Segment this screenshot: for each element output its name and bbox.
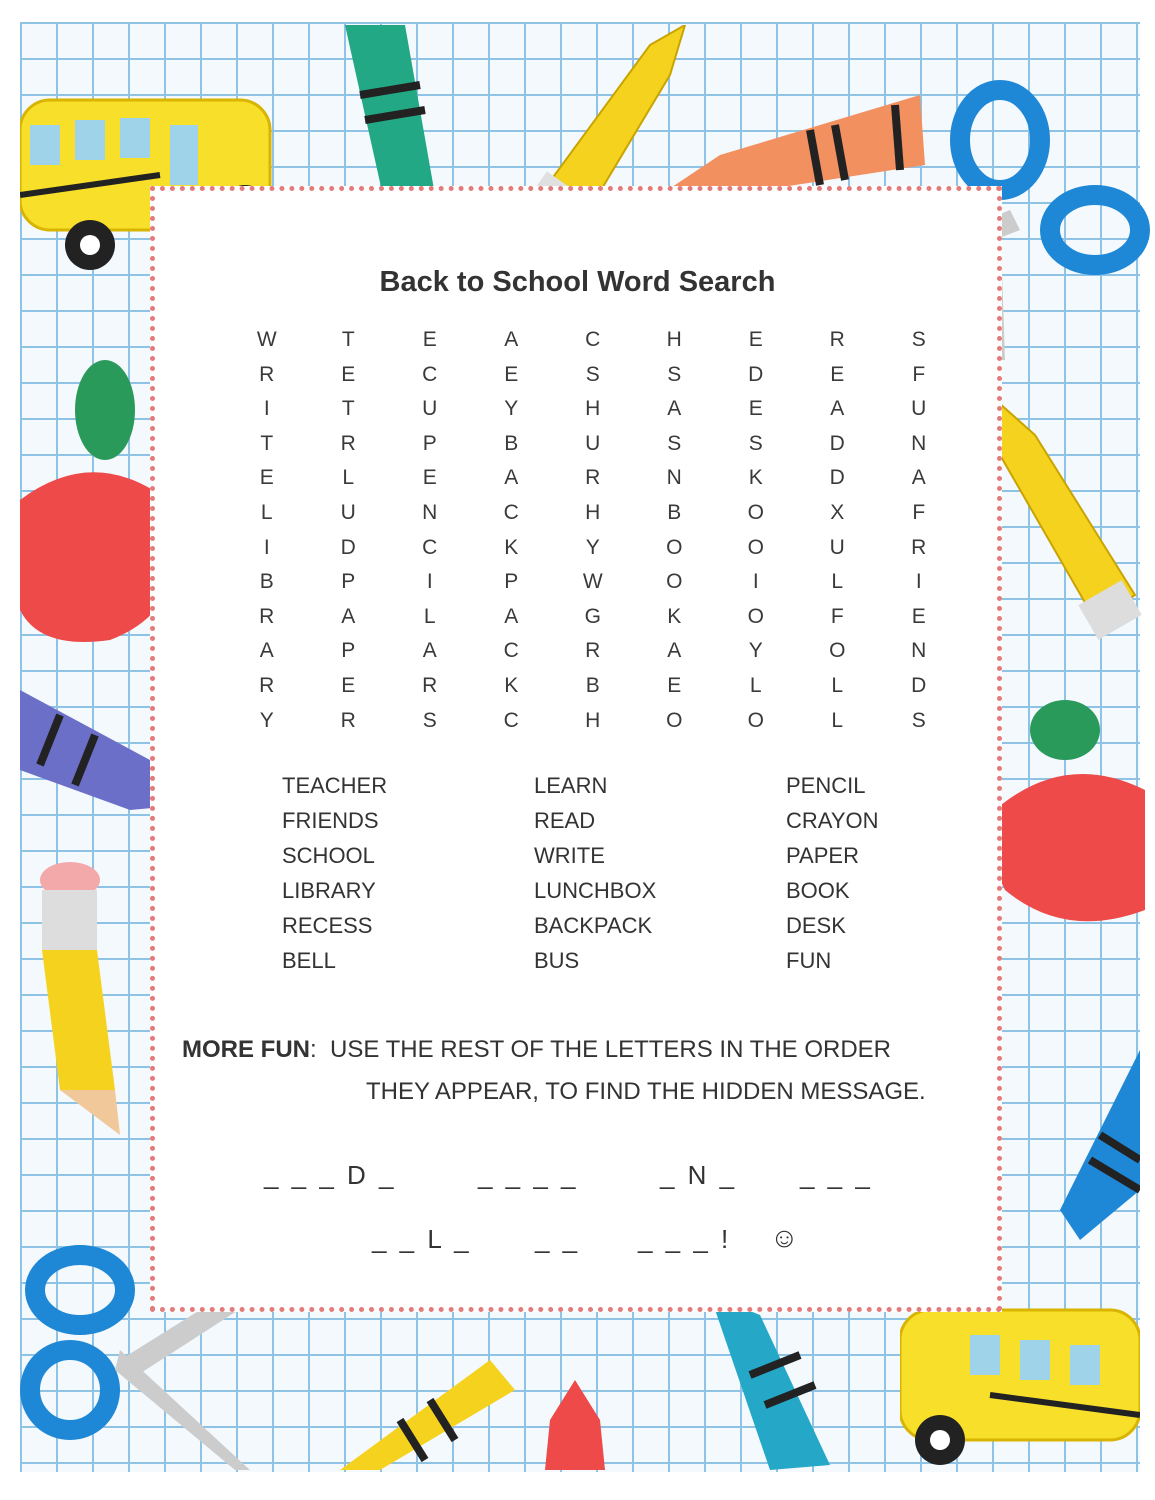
grid-letter: R <box>259 362 275 386</box>
grid-letter: N <box>666 466 682 490</box>
grid-letter: I <box>263 397 270 421</box>
grid-letter: D <box>748 362 764 386</box>
word-item: CRAYON <box>786 808 879 833</box>
grid-letter: U <box>911 397 927 421</box>
grid-letter: H <box>585 708 601 732</box>
grid-letter: D <box>911 673 927 697</box>
grid-letter: O <box>666 708 683 732</box>
word-item: LUNCHBOX <box>534 878 657 903</box>
grid-letter: R <box>340 708 356 732</box>
crayon-blue-illustration <box>1040 1050 1140 1240</box>
more-fun-label: MORE FUN <box>182 1036 310 1063</box>
word-list-column-2 <box>534 768 656 978</box>
grid-letter: T <box>341 328 355 351</box>
grid-letter: P <box>341 570 356 594</box>
grid-letter: A <box>667 639 682 663</box>
grid-letter: O <box>829 639 846 663</box>
grid-letter: A <box>259 639 274 663</box>
smiley-icon: ☺ <box>770 1222 802 1253</box>
grid-letter: K <box>748 466 763 490</box>
crayon-red-illustration <box>540 1380 610 1470</box>
word-item: PENCIL <box>786 773 866 798</box>
word-item: READ <box>534 808 596 833</box>
grid-letter: O <box>666 570 683 594</box>
word-item: RECESS <box>282 913 373 938</box>
grid-letter: A <box>911 466 926 490</box>
message-word-5: _ _ L _ <box>372 1224 472 1254</box>
message-word-2: _ _ _ _ <box>478 1160 579 1190</box>
grid-letter: E <box>504 362 519 386</box>
word-item: DESK <box>786 913 846 938</box>
grid-letter: U <box>422 397 438 421</box>
grid-letter: S <box>667 362 682 386</box>
grid-letter: E <box>830 362 845 386</box>
grid-letter: R <box>829 328 845 351</box>
grid-letter: A <box>830 397 845 421</box>
grid-letter: L <box>831 673 844 697</box>
message-word-1: _ _ _ D _ <box>264 1160 397 1190</box>
grid-letter: W <box>582 570 603 594</box>
crayon-teal-illustration <box>710 1295 830 1470</box>
word-item: BOOK <box>786 878 850 903</box>
grid-letter: P <box>422 431 437 455</box>
message-word-4: _ _ _ <box>800 1160 873 1190</box>
grid-letter: R <box>911 535 927 559</box>
grid-letter: N <box>911 639 927 663</box>
grid-letter: Y <box>259 708 274 732</box>
word-list-column-3 <box>786 768 879 978</box>
grid-letter: R <box>259 673 275 697</box>
grid-letter: D <box>340 535 356 559</box>
grid-letter: H <box>585 397 601 421</box>
word-item: WRITE <box>534 843 605 868</box>
grid-letter: C <box>503 708 519 732</box>
grid-letter: O <box>747 500 764 524</box>
grid-letter: S <box>911 708 926 732</box>
grid-letter: R <box>422 673 438 697</box>
grid-letter: D <box>829 431 845 455</box>
grid-letter: R <box>340 431 356 455</box>
word-list-column-1 <box>282 768 387 978</box>
grid-letter: B <box>504 431 519 455</box>
page-title: Back to School Word Search <box>379 266 776 298</box>
grid-letter: F <box>912 362 926 386</box>
grid-letter: C <box>422 535 438 559</box>
grid-letter: C <box>422 362 438 386</box>
grid-letter: A <box>504 604 519 628</box>
grid-letter: C <box>503 639 519 663</box>
grid-letter: I <box>752 570 759 594</box>
grid-letter: F <box>912 500 926 524</box>
word-item: BELL <box>282 948 336 973</box>
grid-letter: G <box>584 604 601 628</box>
grid-letter: X <box>830 500 845 524</box>
letter-grid <box>226 328 960 743</box>
message-word-6: _ _ <box>535 1224 581 1254</box>
grid-letter: E <box>667 673 682 697</box>
word-item: LIBRARY <box>282 878 376 903</box>
grid-letter: R <box>585 639 601 663</box>
grid-letter: R <box>259 604 275 628</box>
crayon-yellow-illustration <box>340 1360 520 1470</box>
word-item: TEACHER <box>282 773 388 798</box>
grid-letter: A <box>341 604 356 628</box>
grid-letter: L <box>342 466 355 490</box>
apple-right-illustration <box>985 690 1145 930</box>
crayon-green-illustration <box>345 25 445 205</box>
instruction-line-1: USE THE REST OF THE LETTERS IN THE ORDER <box>330 1036 892 1063</box>
word-item: LEARN <box>534 773 608 798</box>
grid-letter: N <box>422 500 438 524</box>
grid-letter: C <box>503 500 519 524</box>
grid-letter: F <box>830 604 844 628</box>
word-item: BUS <box>534 948 580 973</box>
grid-letter: K <box>504 673 519 697</box>
grid-letter: A <box>504 328 519 351</box>
more-fun-instructions: MORE FUN: USE THE REST OF THE LETTERS IN THE ORDER <box>182 1036 892 1063</box>
grid-letter: Y <box>748 639 763 663</box>
word-item: FUN <box>786 948 832 973</box>
grid-letter: S <box>422 708 437 732</box>
word-item: PAPER <box>786 843 859 868</box>
message-word-7: _ _ _ ! <box>638 1224 732 1254</box>
grid-letter: A <box>422 639 437 663</box>
grid-letter: P <box>504 570 519 594</box>
grid-letter: T <box>260 431 274 455</box>
grid-letter: I <box>263 535 270 559</box>
grid-letter: O <box>666 535 683 559</box>
grid-letter: B <box>585 673 600 697</box>
grid-letter: E <box>911 604 926 628</box>
grid-letter: R <box>585 466 601 490</box>
grid-letter: K <box>504 535 519 559</box>
school-bus-bottom-illustration <box>900 1300 1140 1470</box>
grid-letter: U <box>340 500 356 524</box>
grid-letter: Y <box>585 535 600 559</box>
grid-letter: E <box>422 328 437 351</box>
grid-letter: H <box>585 500 601 524</box>
instruction-line-2: THEY APPEAR, TO FIND THE HIDDEN MESSAGE. <box>366 1078 926 1105</box>
grid-letter: N <box>911 431 927 455</box>
grid-letter: E <box>259 466 274 490</box>
grid-letter: L <box>749 673 762 697</box>
message-word-3: _ N _ <box>660 1160 738 1190</box>
grid-letter: I <box>426 570 433 594</box>
grid-letter: L <box>423 604 436 628</box>
grid-letter: D <box>829 466 845 490</box>
grid-letter: A <box>504 466 519 490</box>
grid-letter: E <box>341 362 356 386</box>
word-item: BACKPACK <box>534 913 653 938</box>
grid-letter: L <box>831 570 844 594</box>
word-item: SCHOOL <box>282 843 375 868</box>
grid-letter: C <box>585 328 601 351</box>
grid-letter: B <box>667 500 682 524</box>
grid-letter: W <box>256 328 277 351</box>
grid-letter: H <box>666 328 682 351</box>
grid-letter: E <box>341 673 356 697</box>
word-item: FRIENDS <box>282 808 379 833</box>
grid-letter: I <box>915 570 922 594</box>
grid-letter: S <box>667 431 682 455</box>
grid-letter: E <box>422 466 437 490</box>
grid-letter: O <box>747 535 764 559</box>
grid-letter: S <box>585 362 600 386</box>
grid-letter: O <box>747 708 764 732</box>
pencil-right-illustration <box>985 395 1145 645</box>
grid-letter: L <box>260 500 273 524</box>
grid-letter: E <box>748 328 763 351</box>
grid-letter: T <box>341 397 355 421</box>
grid-letter: S <box>911 328 926 351</box>
grid-letter: L <box>831 708 844 732</box>
grid-letter: O <box>747 604 764 628</box>
pencil-left-illustration <box>20 860 130 1140</box>
grid-letter: B <box>259 570 274 594</box>
grid-letter: E <box>748 397 763 421</box>
grid-letter: U <box>829 535 845 559</box>
grid-letter: Y <box>504 397 519 421</box>
grid-letter: S <box>748 431 763 455</box>
grid-letter: U <box>585 431 601 455</box>
grid-letter: K <box>667 604 682 628</box>
grid-letter: A <box>667 397 682 421</box>
grid-letter: P <box>341 639 356 663</box>
